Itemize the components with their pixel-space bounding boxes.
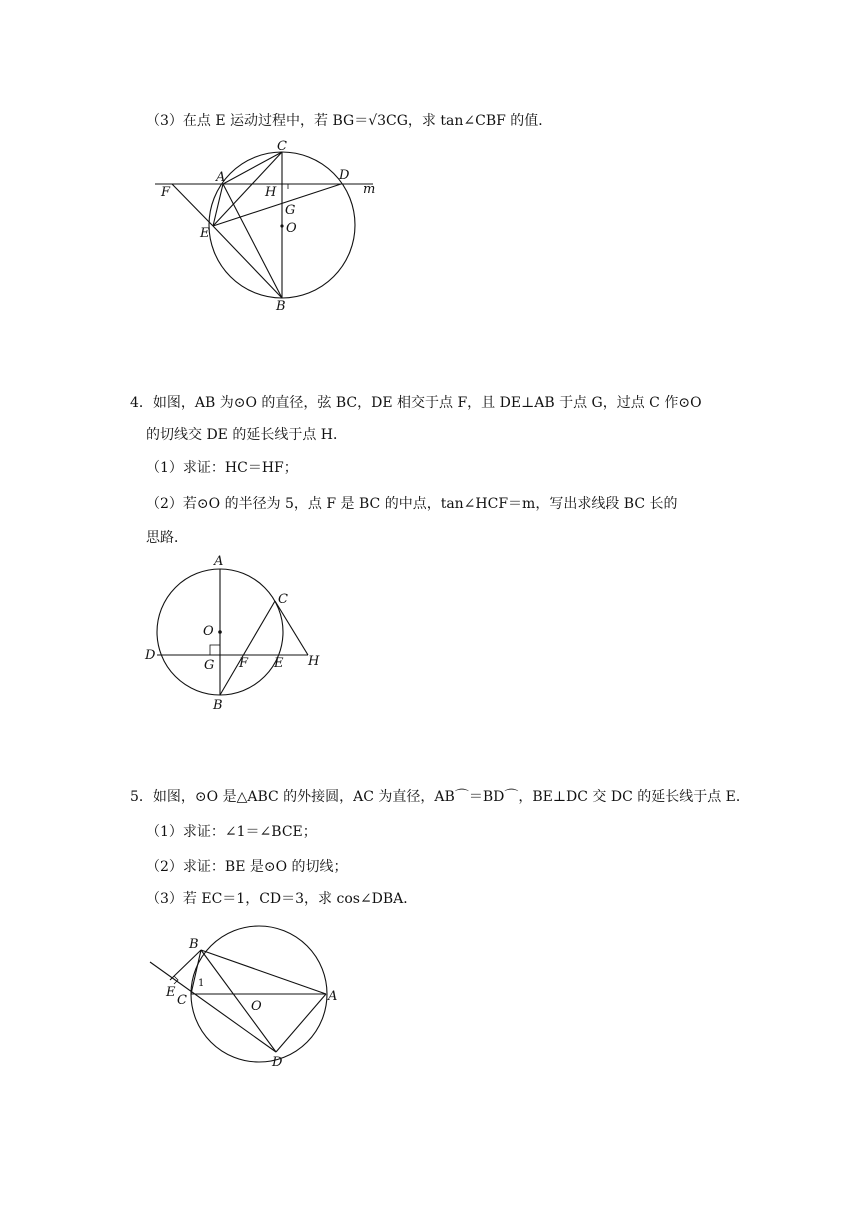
q3-figure	[145, 138, 385, 314]
q5-label-d: D	[272, 1055, 283, 1070]
q3-label-o: O	[286, 221, 297, 236]
q4-label-o: O	[203, 624, 214, 639]
q5-label-e: E	[166, 985, 176, 1000]
q5-label-c: C	[177, 993, 187, 1008]
q3-label-f: F	[161, 185, 171, 200]
q4-label-g: G	[204, 658, 215, 673]
q4-tangent-ch	[275, 601, 308, 655]
q5-stem: 5．如图，⊙O 是△ABC 的外接圆，AC 为直径，AB⌒＝BD⌒，BE⊥DC 交 DC 的延长线于点 E．	[130, 789, 750, 805]
q5-part3: （3）若 EC＝1，CD＝3，求 cos∠DBA．	[146, 891, 418, 907]
q4-part2-line1: （2）若⊙O 的半径为 5，点 F 是 BC 的中点，tan∠HCF＝m，写出求线段 BC 长的	[146, 496, 678, 512]
q3-label-d: D	[339, 168, 350, 183]
q4-stem-line1: 4．如图，AB 为⊙O 的直径，弦 BC，DE 相交于点 F，且 DE⊥AB 于点 G，过点 C 作⊙O	[130, 395, 702, 411]
q5-label-1: 1	[198, 978, 205, 989]
q5-tangent-be	[170, 950, 201, 980]
q4-label-f: F	[239, 656, 249, 671]
q5-label-a: A	[328, 989, 338, 1004]
q4-chord-bc	[220, 601, 275, 695]
q3-label-h: H	[265, 185, 277, 200]
q3-label-e: E	[200, 226, 210, 241]
q3-label-a: A	[216, 170, 226, 185]
q5-segment-bd	[201, 950, 276, 1052]
q4-stem-line2: 的切线交 DE 的延长线于点 H．	[146, 427, 348, 443]
q3-label-g: G	[285, 203, 296, 218]
q3-label-c: C	[277, 139, 287, 154]
q4-right-angle-mark	[210, 645, 220, 655]
q3-segment-ac	[223, 152, 282, 184]
q3-segment-eb	[213, 226, 282, 298]
q3-segment-fe	[172, 184, 213, 226]
q3-center-dot	[280, 224, 283, 227]
q4-label-c: C	[278, 592, 288, 607]
q5-part2: （2）求证：BE 是⊙O 的切线；	[146, 859, 348, 875]
q4-center-dot	[218, 630, 222, 634]
q3-part3-text: （3）在点 E 运动过程中，若 BG＝√3CG，求 tan∠CBF 的值．	[146, 113, 553, 129]
q5-label-b: B	[189, 937, 199, 952]
q4-part2-line2: 思路．	[146, 530, 188, 546]
q4-label-a: A	[214, 554, 224, 569]
q4-part1: （1）求证：HC＝HF；	[146, 460, 298, 476]
q4-label-h: H	[308, 654, 320, 669]
q4-label-d: D	[145, 648, 156, 663]
q4-figure	[142, 553, 332, 713]
q4-label-b: B	[213, 698, 223, 713]
q3-right-angle-mark	[282, 184, 288, 189]
q5-segment-da	[276, 994, 326, 1052]
q3-label-b: B	[276, 299, 286, 314]
q3-segment-ab	[223, 184, 282, 298]
q4-label-e: E	[274, 656, 284, 671]
q5-part1: （1）求证：∠1＝∠BCE；	[146, 824, 317, 840]
q5-segment-ba	[201, 950, 326, 994]
q5-label-o: O	[251, 999, 262, 1014]
q5-figure	[140, 922, 350, 1072]
q3-label-m: m	[363, 182, 376, 197]
